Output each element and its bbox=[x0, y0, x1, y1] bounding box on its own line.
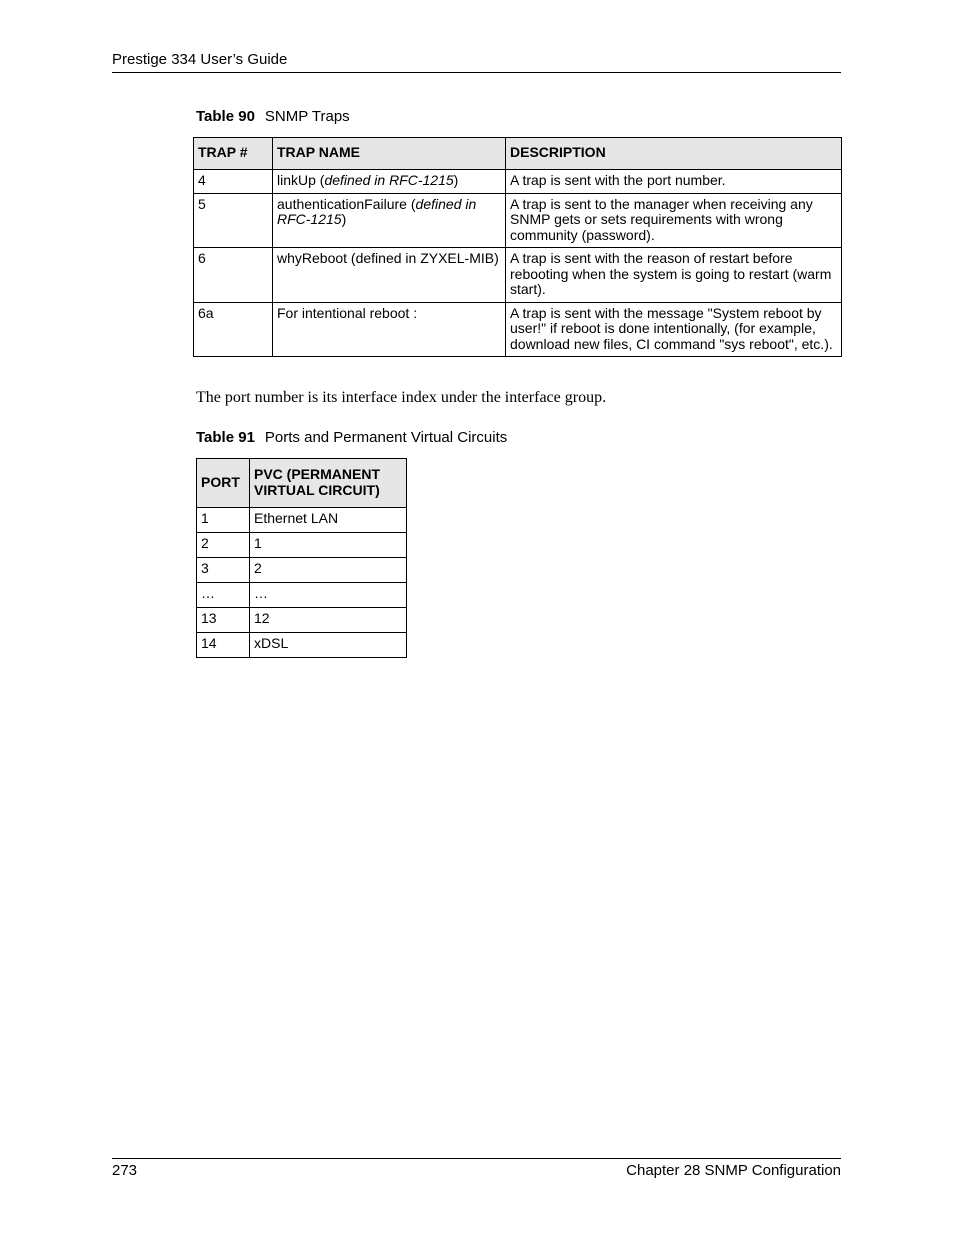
column-header-trap-name: TRAP NAME bbox=[273, 138, 506, 170]
column-header-port: PORT bbox=[197, 459, 250, 508]
trap-name-reference: defined in RFC-1215 bbox=[324, 172, 454, 188]
table-row bbox=[197, 608, 407, 633]
description-cell: A trap is sent with the port number. bbox=[506, 170, 842, 194]
pvc-cell: Ethernet LAN bbox=[250, 508, 407, 533]
table-91-caption-text: Ports and Permanent Virtual Circuits bbox=[264, 429, 508, 446]
pvc-cell: 1 bbox=[250, 533, 407, 558]
port-cell: 2 bbox=[197, 533, 250, 558]
page-footer bbox=[112, 1158, 841, 1179]
description-cell: A trap is sent to the manager when receiving any SNMP gets or sets requirements with wrong community (password). bbox=[506, 193, 842, 248]
table-row bbox=[197, 508, 407, 533]
page-header bbox=[112, 51, 841, 73]
table-90-caption bbox=[196, 108, 350, 126]
guide-title: Prestige 334 User’s Guide bbox=[112, 51, 288, 68]
trap-number-cell: 5 bbox=[194, 193, 273, 248]
port-cell: 13 bbox=[197, 608, 250, 633]
port-cell: 14 bbox=[197, 633, 250, 658]
port-cell: … bbox=[197, 583, 250, 608]
trap-name-cell: authenticationFailure (defined in RFC-1215) bbox=[273, 193, 506, 248]
table-row bbox=[197, 533, 407, 558]
trap-name: authenticationFailure bbox=[277, 195, 407, 212]
trap-number-cell: 6a bbox=[194, 302, 273, 357]
trap-name: linkUp bbox=[277, 172, 316, 188]
body-paragraph: The port number is its interface index under the interface group. bbox=[196, 389, 607, 406]
table-row bbox=[194, 193, 842, 248]
table-90-caption-label: Table 90 bbox=[196, 108, 255, 125]
page-number: 273 bbox=[112, 1162, 138, 1179]
column-header-pvc: PVC (PERMANENT VIRTUAL CIRCUIT) bbox=[250, 459, 407, 508]
pvc-cell: … bbox=[250, 583, 407, 608]
pvc-cell: 12 bbox=[250, 608, 407, 633]
port-cell: 3 bbox=[197, 558, 250, 583]
table-row bbox=[197, 583, 407, 608]
trap-number-cell: 6 bbox=[194, 248, 273, 303]
table-row bbox=[194, 302, 842, 357]
trap-name-cell: linkUp (defined in RFC-1215) bbox=[273, 170, 506, 194]
table-row bbox=[194, 170, 842, 194]
table-row bbox=[197, 558, 407, 583]
table-row bbox=[197, 633, 407, 658]
table-90-caption-text: SNMP Traps bbox=[264, 108, 350, 125]
pvc-cell: 2 bbox=[250, 558, 407, 583]
table-row bbox=[194, 248, 842, 303]
description-cell: A trap is sent with the message "System reboot by user!" if reboot is done intentionally, (for example, download new files, CI command "sys reboot", etc.). bbox=[506, 302, 842, 357]
trap-number-cell: 4 bbox=[194, 170, 273, 194]
trap-name-cell: whyReboot (defined in ZYXEL-MIB) bbox=[273, 248, 506, 303]
trap-name-cell: For intentional reboot : bbox=[273, 302, 506, 357]
chapter-title: Chapter 28 SNMP Configuration bbox=[626, 1162, 841, 1179]
table-header-row bbox=[194, 138, 842, 170]
ports-pvc-table bbox=[196, 458, 407, 658]
column-header-trap-number: TRAP # bbox=[194, 138, 273, 170]
snmp-traps-table bbox=[193, 137, 842, 357]
table-91-caption-label: Table 91 bbox=[196, 429, 255, 446]
table-91-caption bbox=[196, 429, 507, 447]
port-cell: 1 bbox=[197, 508, 250, 533]
pvc-cell: xDSL bbox=[250, 633, 407, 658]
column-header-description: DESCRIPTION bbox=[506, 138, 842, 170]
table-header-row bbox=[197, 459, 407, 508]
trap-name-reference: defined in RFC-1215 bbox=[277, 195, 477, 227]
description-cell: A trap is sent with the reason of restart before rebooting when the system is going to restart (warm start). bbox=[506, 248, 842, 303]
